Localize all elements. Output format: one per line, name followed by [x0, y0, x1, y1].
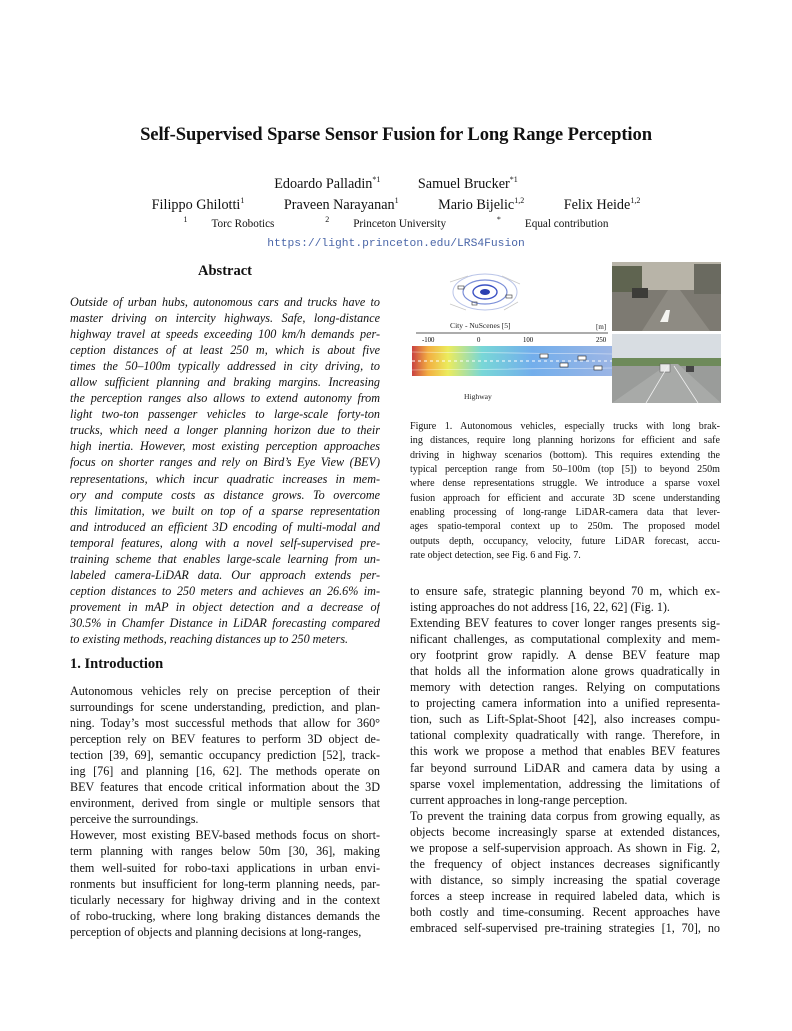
text-line: ory and compute costs as distance grows. To overcome	[70, 487, 380, 502]
abstract-body	[70, 294, 380, 647]
authors-row-2	[0, 197, 792, 214]
text-line: master driving on intercity highways. Safe, long-distance	[70, 311, 380, 326]
text-line: to ensure safe, strategic planning beyond 70 m, which ex-	[410, 584, 720, 598]
text-line: ing [76] and planning [16, 62]. The methods operate on	[70, 764, 380, 779]
author: Edoardo Palladin*1	[274, 175, 381, 192]
text-line: rate object detection, see Fig. 6 and Fig. 7.	[410, 550, 581, 562]
text-line: to projecting camera information into a unified representa-	[410, 696, 720, 711]
highway-camera-image	[612, 334, 721, 403]
text-line: However, most existing BEV-based methods focus on short-	[70, 828, 380, 843]
text-line: perception of objects and planning decisions at long-ranges,	[70, 924, 362, 939]
text-line: BEV features that encode critical information about the 3D	[70, 780, 380, 795]
text-line: representations, which incur quadratic increases in mem-	[70, 471, 380, 486]
text-line: and introduced an efficient 3D encoding of multi-modal and	[70, 519, 380, 534]
text-line: times the 50–100m typically addressed in city driving, to	[70, 359, 380, 374]
text-line: ing distances, require long planning horizons for efficient and safe	[410, 435, 720, 447]
scale-tick-label: 100	[523, 337, 534, 344]
text-line: forces a steep increase in required labeled data, which is	[410, 888, 720, 903]
city-point-cloud	[450, 274, 520, 310]
abstract-heading: Abstract	[198, 263, 252, 279]
author: Felix Heide1,2	[563, 196, 641, 213]
author: Filippo Ghilotti1	[151, 196, 245, 213]
text-line: of robo-trucking, where long braking distances demands the	[70, 908, 380, 923]
text-line: current approaches in long-range perception.	[410, 792, 628, 807]
text-line: the perception ranges also allows to extend autonomy from	[70, 391, 380, 406]
affiliation: $^2$ Princeton University	[325, 215, 447, 230]
section-heading: 1. Introduction	[70, 656, 164, 672]
text-line: To prevent the training data corpus from growing equally, as	[410, 808, 720, 823]
highway-label: Highway	[464, 392, 492, 401]
text-line: this limitation, we built on top of a sparse representation	[70, 503, 380, 518]
text-line: to existing methods, reaching distances up to 250 meters.	[70, 631, 349, 646]
text-line: allow sufficient planning and braking margins. Increasing	[70, 375, 380, 390]
text-line: labeled camera-LiDAR data. Our approach extends per-	[70, 567, 380, 582]
figure-1-caption	[410, 420, 720, 563]
text-line: focus on shorter ranges and rely on Bird’s Eye View (BEV)	[70, 455, 380, 470]
text-line: tection [39, 69], semantic occupancy prediction [52], track-	[70, 748, 380, 763]
text-line: high inertia. However, most existing perception approaches	[70, 439, 380, 454]
text-line: training scheme that enables large-scale learning from un-	[70, 551, 380, 566]
scale-tick-label: 0	[477, 337, 481, 344]
city-camera-image	[612, 262, 721, 331]
text-line: perception rely on BEV features to perform 3D object de-	[70, 732, 380, 747]
text-line: ory footprint grow rapidly. A dense BEV feature map	[410, 648, 720, 663]
highway-point-cloud	[412, 346, 612, 376]
author: Mario Bijelic1,2	[438, 196, 525, 213]
text-line: the frequency of object instances decreases significantly	[410, 856, 720, 871]
text-line: this work we propose a method that enables BEV features	[410, 744, 720, 759]
text-line: ception distances to 250 meters and achieves an 26.6% im-	[70, 583, 380, 598]
affiliations	[0, 215, 792, 230]
text-line: provement in mAP in object detection and a decrease of	[70, 599, 380, 614]
text-line: that holds all the information alone grows quadratically in	[410, 664, 720, 679]
text-line: Autonomous vehicles rely on precise perception of their	[70, 684, 380, 698]
paper-title: Self-Supervised Sparse Sensor Fusion for Long Range Perception	[140, 124, 652, 145]
figure-1-graphic	[410, 262, 721, 410]
text-line: Figure 1. Autonomous vehicles, especially trucks with long brak-	[410, 421, 720, 432]
text-line: we propose a self-supervision approach. As shown in Fig. 2,	[410, 840, 720, 855]
affiliation: $^1$ Torc Robotics	[183, 215, 275, 230]
text-line: enabling processing of long-range LiDAR-camera data that lever-	[410, 507, 720, 519]
text-line: typical perception range from 50–100m (top [5]) to beyond 250m	[410, 464, 720, 476]
affiliation: * Equal contribution	[496, 215, 609, 230]
text-line: environment, derived from single or multiple sensors that	[70, 796, 380, 811]
text-line: driving in highway scenarios (bottom). This requires extending the	[410, 449, 720, 461]
project-url-link[interactable]: https://light.princeton.edu/LRS4Fusion	[267, 238, 525, 250]
text-line: ronments but insufficient for long-term planning needs, par-	[70, 876, 380, 891]
text-line: ages spatio-temporal context up to 250m. The proposed model	[410, 521, 720, 533]
text-line: outputs depth, occupancy, velocity, future LiDAR forecast, accu-	[410, 535, 720, 547]
scale-tick-label: -100	[422, 337, 435, 344]
text-line: ning. Today’s most successful methods that allow for 360°	[70, 716, 380, 731]
scale-tick-label: 250	[596, 337, 607, 344]
text-line: them well-suited for robo-taxi applications in urban envi-	[70, 860, 380, 875]
text-line: tational complexity quadratically with range. Therefore, in	[410, 728, 720, 743]
text-line: term planning with ranges below 50m [30, 36], making	[70, 844, 380, 859]
text-line: 30.5% in Chamfer Distance in LiDAR forecasting compared	[70, 615, 380, 630]
text-line: far beyond surround LiDAR and camera data by using a	[410, 760, 720, 775]
text-line: isting approaches do not address [16, 22, 62] (Fig. 1).	[410, 600, 670, 615]
text-line: embraced self-supervised pre-training strategies [1, 70], no	[410, 920, 720, 935]
text-line: temporal features, along with a novel self-supervised pre-	[70, 535, 380, 550]
figure-1	[410, 262, 721, 410]
text-line: with distance, so simply increasing the spatial coverage	[410, 872, 720, 887]
text-line: objects become increasingly sparse at extended distances,	[410, 824, 720, 839]
text-line: ticularly necessary for highway driving and in the context	[70, 892, 380, 907]
text-line: Extending BEV features to cover longer ranges presents sig-	[410, 616, 720, 631]
text-line: Outside of urban hubs, autonomous cars and trucks have to	[70, 295, 380, 309]
text-line: ception distances of at least 250 m, which is about five	[70, 343, 380, 358]
introduction-body	[70, 683, 380, 940]
text-line: light two-ton passenger vehicles to large-scale forty-ton	[70, 407, 380, 422]
author: Samuel Brucker*1	[417, 175, 518, 192]
text-line: memory with detection ranges. Relying on computations	[410, 680, 720, 695]
text-line: nificant challenges, as computational complexity and mem-	[410, 632, 720, 647]
unit-label: [m]	[596, 323, 607, 331]
text-line: surroundings for scene understanding, prediction, and plan-	[70, 700, 380, 715]
city-label: City - NuScenes [5]	[450, 321, 511, 330]
author: Praveen Narayanan1	[283, 196, 399, 213]
text-line: where dense representations struggle. We introduce a sparse voxel	[410, 478, 720, 490]
text-line: perceive the surroundings.	[70, 812, 199, 827]
text-line: sparse voxel implementation, addressing the limitations of	[410, 776, 720, 791]
text-line: tion, such as Lift-Splat-Shoot [42], also increases compu-	[410, 712, 720, 727]
text-line: both costly and time-consuming. Recent approaches have	[410, 904, 720, 919]
authors-row-1	[0, 176, 792, 193]
text-line: highway travel at speeds exceeding 100 km/h demands per-	[70, 327, 380, 342]
text-line: trucks, which need a longer planning horizon due to their	[70, 423, 380, 438]
text-line: fusion approach for efficient and accurate 3D scene understanding	[410, 492, 720, 504]
right-column-body	[410, 583, 720, 936]
